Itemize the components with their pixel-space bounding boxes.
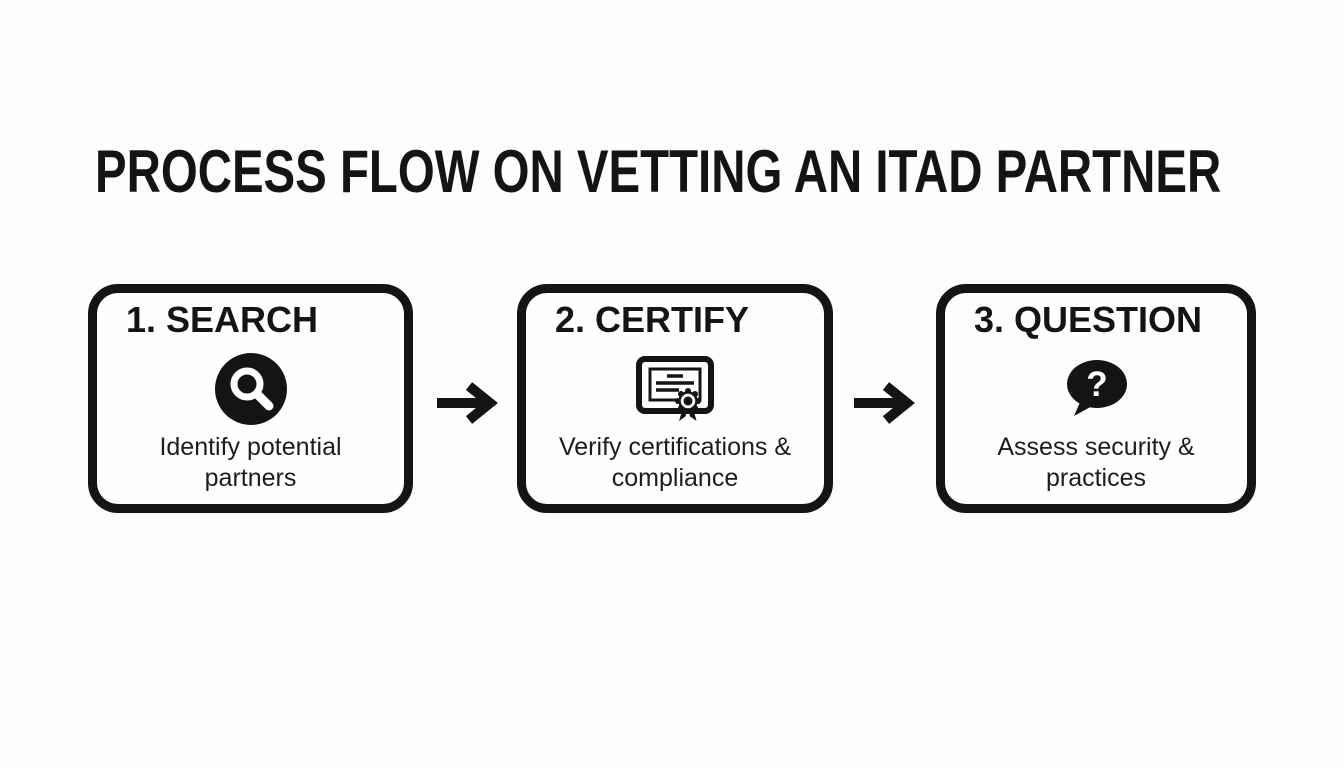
- step-description: [945, 432, 1247, 494]
- arrow-right-icon: [434, 379, 502, 432]
- step-description-line: compliance: [611, 464, 739, 492]
- step-card-search: [88, 284, 413, 513]
- step-icon-wrap: [526, 346, 824, 432]
- step-card-question: [936, 284, 1256, 513]
- step-title: 3. QUESTION: [974, 299, 1203, 340]
- step-icon-wrap: [945, 346, 1247, 432]
- search-icon: [214, 352, 288, 426]
- step-title: 1. SEARCH: [126, 299, 319, 340]
- step-description-line: practices: [1045, 464, 1147, 492]
- step-description: [97, 432, 404, 494]
- step-description-line: Verify certifications &: [558, 433, 792, 461]
- step-description-line: partners: [204, 464, 297, 492]
- step-card-certify: [517, 284, 833, 513]
- page-title: PROCESS FLOW ON VETTING AN ITAD PARTNER: [95, 138, 1222, 205]
- step-description: [526, 432, 824, 494]
- certificate-icon: [635, 355, 715, 423]
- question-mark-glyph: ?: [1086, 365, 1108, 404]
- step-description-line: Assess security &: [997, 433, 1195, 461]
- question-bubble-icon: [1063, 358, 1129, 420]
- step-icon-wrap: [97, 346, 404, 432]
- step-description-line: Identify potential: [159, 433, 342, 461]
- arrow-right-icon: [851, 379, 919, 432]
- step-title: 2. CERTIFY: [555, 299, 750, 340]
- rosette-seal: [675, 388, 701, 414]
